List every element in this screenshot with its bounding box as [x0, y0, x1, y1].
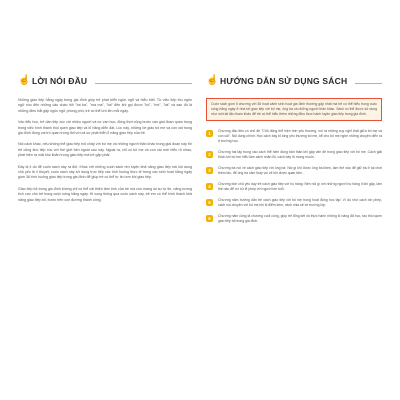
list-item	[206, 129, 382, 144]
number-badge: 5	[206, 199, 213, 206]
list-item	[206, 150, 382, 160]
paragraph: Nói cách khác, nếu không thể giao tiếp trôi chảy với bố mẹ và những người thân khác trong giai đoạn này thì trẻ cũng khó tiếp xúc với thế giới bên ngoài sau này. Ngoài ra, chỉ có bố mẹ và con cái mới hiểu rõ nhau, phát hiện ra mặt khó khăn trong giao tiếp mà trẻ gặp phải.	[18, 142, 192, 158]
intro-box	[206, 98, 382, 121]
right-page	[206, 74, 382, 370]
number-badge: 4	[206, 183, 213, 190]
list-item-text: Chương bốn chủ yếu dạy trẻ cách giao tiếp với họ hàng: Nên nói gì với những người họ hàng ít khi gặp, làm thế nào để cư xử lễ phép với người lớn tuổi.	[218, 182, 382, 191]
paragraph: Đây là lí do để cuốn sách này ra đời. Khác với những cuốn sách rèn luyện khả năng giao tiếp mà nội dung chủ yếu là lí thuyết, cuốn sách này sử dụng trực tiếp các tình huống thực tế trong các sinh hoạt hằng ngày gồm 36 tình huống giao tiếp trong gia đình để giúp trẻ có thể tự tin hơn khi giao tiếp.	[18, 164, 192, 180]
paragraph: Những giao tiếp hằng ngày trong gia đình giúp trẻ phát triển ngôn ngữ và hiểu biết. Từ việc tiếp thu ngôn ngữ cho đến những câu chào hỏi "ba ba", "ma ma", "bà" đến khi gọi được "bố", "mẹ", "bà" và sau đó là những điều bắt gặp ngôn ngữ phong phú, trẻ có thể lớn lên mỗi ngày.	[18, 98, 192, 113]
list-item-text: Chương năm cũng là chương cuối cùng, giúp trẻ tổng kết và thực hành những kĩ năng đã học, tạo thói quen giao tiếp tốt trong gia đình.	[218, 214, 382, 223]
list-item	[206, 214, 382, 224]
heading-rule	[355, 83, 382, 84]
number-badge: 3	[206, 167, 213, 174]
list-item-text: Chương đầu tiên có chủ đề "Chủ động thể hiện tình yêu thương, nói ra những suy nghĩ thật giữa bố mẹ và con cái". Nội dung chính: Học cách bày tỏ lòng yêu thương bố mẹ, kể cho bố mẹ nghe những chuyện diễn ra ở trường học.	[218, 129, 382, 143]
right-heading-title: HƯỚNG DẪN SỬ DỤNG SÁCH	[220, 76, 348, 86]
list-item-text: Chương hai tập trung vào cách thể hiện đúng bản thân khi gặp vấn đề trong giao tiếp với bố mẹ. Cách giải thích khi bố mẹ hiểu lầm cách nhận lỗi, cách bày tỏ mong muốn.	[218, 150, 382, 159]
paragraph: Vào tiểu học, trẻ dần tiếp xúc với nhiều người và cự vạn học, đồng thời cũng bước vào giai đoạn quan trọng trong việc hình thành thói quen giao tiếp và kĩ năng diễn đạt. Lúc này, những lời giáo bố mẹ và con cái trong gia đình đóng vai trò quan trọng đối với cả sự phát triển lĩ năng giao tiếp của trẻ.	[18, 120, 192, 136]
pointing-hand-icon: ☝	[206, 75, 219, 86]
list-item-text: Chương ba nói về cách giao tiếp với ông bà: Nói gì khi được ông bà khen, làm thế nào để giữ bà ở lại chơi thêm lâu, để ông bà cảm thấy vui vẻ khi được quan tâm.	[218, 166, 382, 175]
list-item	[206, 166, 382, 176]
pointing-hand-icon: ☝	[18, 75, 31, 86]
number-badge: 1	[206, 130, 213, 137]
left-heading	[18, 74, 192, 88]
right-heading	[206, 74, 382, 88]
intro-text: Cuốn sách gồm 5 chương với 36 hoạt cảnh sinh hoạt gia đình thường gặp nhất mà trẻ có thể hiểu trong cuộc sống hằng ngày ở nhà tới giao tiếp với bố mẹ, ông bà và những người thân khác. Sách có thể được sử dụng như một tài liệu tham khảo để trẻ có thể hiểu thêm những điều thực hành luyện giao tiếp trong gia đình.	[211, 102, 377, 116]
number-badge: 2	[206, 151, 213, 158]
left-page	[18, 74, 192, 370]
left-heading-title: LỜI NÓI ĐẦU	[32, 76, 88, 86]
list-item	[206, 182, 382, 192]
paragraph: Giao tiếp tốt trong gia đình không chỉ có thể cải thiện tâm tình của trẻ mà còn mang lại sự tự tin, năng lượng tích cực cho trẻ trong cuộc sống hằng ngày. Hi vọng thông qua cuốn sách này, trẻ em có thể hình thành khả năng giao tiếp tốt, bước trên con đường thành công.	[18, 186, 192, 202]
number-badge: 6	[206, 215, 213, 222]
heading-rule	[95, 83, 192, 84]
list-item-text: Chương năm hướng dẫn trẻ cách giao tiếp với bố mẹ trong hoạt động học tập: Ví dụ như cách xin phép, cách nói chuyện với bố mẹ khi bị điểm kém, cách chia sẻ về trường lớp.	[218, 198, 382, 207]
list-item	[206, 198, 382, 208]
